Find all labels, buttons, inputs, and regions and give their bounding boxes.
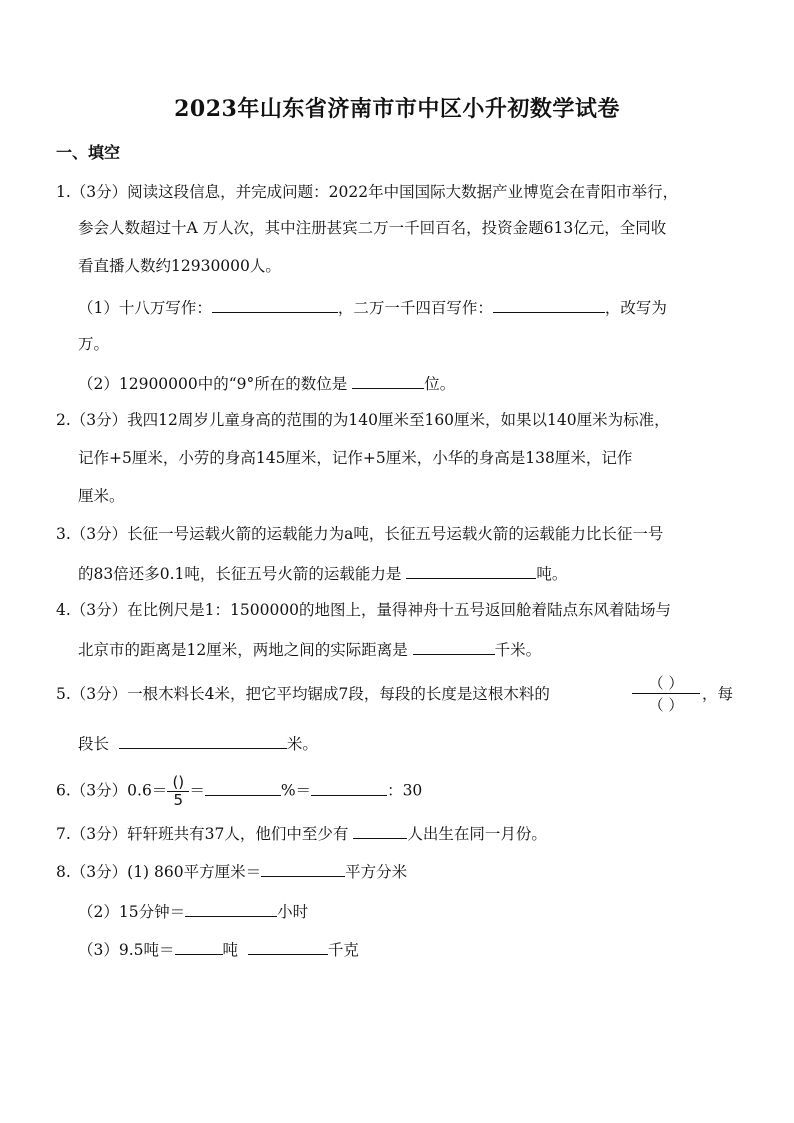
- q2-line2: 记作+5厘米，小劳的身高145厘米，记作+5厘米，小华的身高是138厘米，记作: [78, 449, 633, 467]
- q5-line1-end: ，每: [702, 685, 734, 703]
- q5-line1: 5.（3分）一根木料长4米，把它平均锯成7段，每段的长度是这根木料的: [56, 685, 550, 703]
- q1-sub2: [78, 372, 455, 394]
- page-title: 2023年山东省济南市市中区小升初数学试卷: [174, 96, 620, 122]
- q6-ratio: ：30: [387, 781, 423, 800]
- q7-line1: [56, 822, 547, 844]
- q6-line1: [56, 774, 422, 809]
- fraction-numerator: （ ）: [648, 674, 684, 692]
- q5-line2-text: 段长: [78, 735, 110, 753]
- q1-line2: 参会人数超过十A 万人次，其中注册甚宾二万一千回百名，投资金题613亿元，全同收: [78, 219, 667, 237]
- q7-text: 7.（3分）轩轩班共有37人，他们中至少有: [56, 825, 349, 843]
- q4-line2-text: 北京市的距离是12厘米，两地之间的实际距离是: [78, 641, 408, 659]
- q8-sub3-text: （3）9.5吨＝: [78, 941, 175, 959]
- q1-line3: 看直播人数约12930000人。: [78, 257, 281, 275]
- answer-blank[interactable]: [352, 372, 424, 389]
- q1-sub1-suffix: ，改写为: [604, 299, 667, 317]
- q1-line1: 1.（3分）阅读这段信息，并完成问题：2022年中国国际大数据产业博览会在青阳市举行，: [56, 183, 679, 201]
- answer-blank[interactable]: [353, 822, 407, 839]
- q1-sub1: [78, 296, 667, 318]
- answer-blank[interactable]: [261, 860, 345, 877]
- q6-prefix: 6.（3分）0.6＝: [56, 781, 168, 800]
- q8-line2: [78, 900, 308, 922]
- section-heading: 一、填空: [56, 143, 121, 162]
- q6-fraction: [167, 774, 189, 809]
- answer-blank[interactable]: [185, 900, 277, 917]
- q5-fraction: [632, 672, 700, 715]
- answer-blank[interactable]: [406, 562, 536, 579]
- q3-line2-text: 的83倍还多0.1吨，长征五号火箭的运载能力是: [78, 565, 402, 583]
- q5-line2: [78, 732, 318, 754]
- q8-sub3-unit1: 吨: [222, 941, 239, 959]
- fraction-denominator: （ ）: [648, 696, 684, 714]
- q8-sub2-unit: 小时: [277, 903, 309, 921]
- q8-line1: [56, 860, 407, 882]
- answer-blank[interactable]: [311, 779, 387, 796]
- q1-sub2-suffix: 位。: [424, 375, 456, 393]
- q8-line3: [78, 938, 359, 960]
- q8-sub3-unit2: 千克: [327, 941, 359, 959]
- q1-sub1-cont: 万。: [78, 335, 110, 353]
- q5-line2-unit: 米。: [286, 735, 318, 753]
- answer-blank[interactable]: [205, 779, 281, 796]
- q4-line2-unit: 千米。: [494, 641, 542, 659]
- q8-sub1-text: 8.（3分）(1) 860平方厘米＝: [56, 863, 262, 881]
- answer-blank[interactable]: [175, 938, 223, 955]
- answer-blank[interactable]: [212, 296, 338, 313]
- q2-line1: 2.（3分）我四12周岁儿童身高的范围的为140厘米至160厘米，如果以140厘米为标准，: [56, 411, 670, 429]
- q8-sub1-unit: 平方分米: [345, 863, 408, 881]
- q3-line2: [78, 562, 567, 584]
- answer-blank[interactable]: [248, 938, 328, 955]
- answer-blank[interactable]: [413, 638, 495, 655]
- q1-sub2-prefix: （2）12900000中的“9°所在的数位是: [78, 375, 348, 393]
- q3-line2-unit: 吨。: [536, 565, 568, 583]
- q1-sub1-middle: ，二万一千四百写作：: [337, 299, 493, 317]
- answer-blank[interactable]: [119, 732, 287, 749]
- q8-sub2-text: （2）15分钟＝: [78, 903, 186, 921]
- fraction-denominator: 5: [173, 791, 184, 809]
- q1-sub1-prefix: （1）十八万写作：: [78, 299, 212, 317]
- q3-line1: 3.（3分）长征一号运载火箭的运载能力为a吨，长征五号运载火箭的运载能力比长征一号: [56, 525, 664, 543]
- q4-line2: [78, 638, 541, 660]
- q6-equals: ＝: [189, 781, 205, 800]
- fraction-numerator: (): [172, 773, 185, 791]
- q2-line3: 厘米。: [78, 487, 125, 505]
- answer-blank[interactable]: [493, 296, 605, 313]
- q7-suffix: 人出生在同一月份。: [407, 825, 547, 843]
- q6-percent: %＝: [280, 781, 312, 800]
- q4-line1: 4.（3分）在比例尺是1：1500000的地图上，量得神舟十五号返回舱着陆点东风着陆场与: [56, 601, 672, 619]
